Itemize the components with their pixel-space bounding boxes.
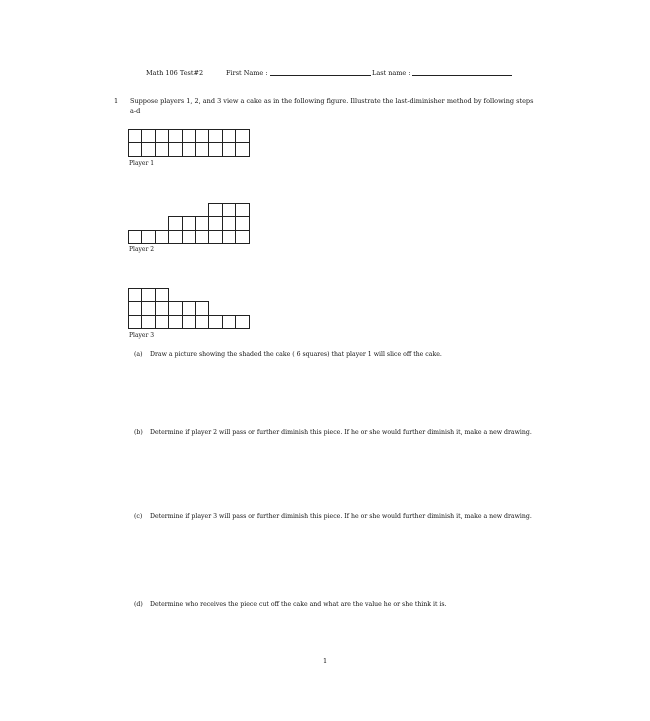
question-text: Suppose players 1, 2, and 3 view a cake as in the following figure. Illustrate the last-diminisher method by following steps a-d xyxy=(130,97,534,115)
player-2-label: Player 2 xyxy=(129,246,155,253)
cake-square xyxy=(208,315,222,329)
player-2-cake-grid xyxy=(128,203,249,243)
cake-square xyxy=(235,203,249,217)
cake-square xyxy=(222,129,236,143)
cake-square xyxy=(222,315,236,329)
cake-square xyxy=(168,315,182,329)
cake-square xyxy=(208,142,222,156)
cake-square xyxy=(155,315,169,329)
cake-square xyxy=(195,142,209,156)
cake-square xyxy=(208,230,222,244)
cake-square xyxy=(208,129,222,143)
cake-square xyxy=(155,230,169,244)
cake-square xyxy=(182,216,196,230)
part-b xyxy=(134,428,550,438)
cake-square xyxy=(141,142,155,156)
cake-square xyxy=(235,142,249,156)
cake-square xyxy=(141,129,155,143)
cake-square xyxy=(168,142,182,156)
part-d-tag: (d) xyxy=(134,601,143,608)
cake-square xyxy=(128,142,142,156)
cake-square xyxy=(222,230,236,244)
first-name-field[interactable] xyxy=(270,75,371,76)
cake-square xyxy=(155,288,169,302)
player-1-cake-grid xyxy=(128,129,249,157)
part-b-text: Determine if player 2 will pass or further diminish this piece. If he or she would further diminish it, make a new drawing. xyxy=(150,429,532,436)
cake-square xyxy=(195,216,209,230)
first-name-label: First Name : xyxy=(226,69,268,77)
part-b-tag: (b) xyxy=(134,429,143,436)
cake-square xyxy=(235,315,249,329)
part-a-tag: (a) xyxy=(134,351,143,358)
cake-square xyxy=(182,142,196,156)
cake-square xyxy=(128,230,142,244)
cake-square xyxy=(235,129,249,143)
cake-square xyxy=(128,301,142,315)
part-d-text: Determine who receives the piece cut off the cake and what are the value he or she think it is. xyxy=(150,601,447,608)
cake-square xyxy=(195,129,209,143)
cake-square xyxy=(155,129,169,143)
cake-square xyxy=(128,129,142,143)
player-3-label: Player 3 xyxy=(129,332,155,339)
part-d xyxy=(134,600,550,610)
part-a xyxy=(134,350,550,360)
course-title: Math 106 Test#2 xyxy=(146,69,204,77)
cake-square xyxy=(128,288,142,302)
part-c xyxy=(134,512,550,522)
cake-square xyxy=(222,203,236,217)
cake-square xyxy=(182,129,196,143)
cake-square xyxy=(195,315,209,329)
cake-square xyxy=(155,301,169,315)
cake-square xyxy=(235,216,249,230)
cake-square xyxy=(168,230,182,244)
cake-square xyxy=(168,129,182,143)
cake-square xyxy=(208,203,222,217)
cake-square xyxy=(168,301,182,315)
cake-square xyxy=(141,315,155,329)
part-c-tag: (c) xyxy=(134,513,143,520)
cake-square xyxy=(141,301,155,315)
cake-square xyxy=(168,216,182,230)
cake-square xyxy=(141,288,155,302)
last-name-label: Last name : xyxy=(372,69,411,77)
cake-square xyxy=(235,230,249,244)
cake-square xyxy=(128,315,142,329)
part-a-text: Draw a picture showing the shaded the cake ( 6 squares) that player 1 will slice off the cake. xyxy=(150,351,442,358)
cake-square xyxy=(182,315,196,329)
cake-square xyxy=(222,142,236,156)
question-number: 1 xyxy=(114,97,119,105)
cake-square xyxy=(155,142,169,156)
player-1-label: Player 1 xyxy=(129,160,155,167)
player-3-cake-grid xyxy=(128,288,249,328)
cake-square xyxy=(208,216,222,230)
cake-square xyxy=(195,230,209,244)
cake-square xyxy=(182,301,196,315)
cake-square xyxy=(141,230,155,244)
page-number: 1 xyxy=(323,657,328,665)
part-c-text: Determine if player 3 will pass or further diminish this piece. If he or she would further diminish it, make a new drawing. xyxy=(150,513,532,520)
cake-square xyxy=(222,216,236,230)
cake-square xyxy=(182,230,196,244)
cake-square xyxy=(195,301,209,315)
last-name-field[interactable] xyxy=(412,75,512,76)
